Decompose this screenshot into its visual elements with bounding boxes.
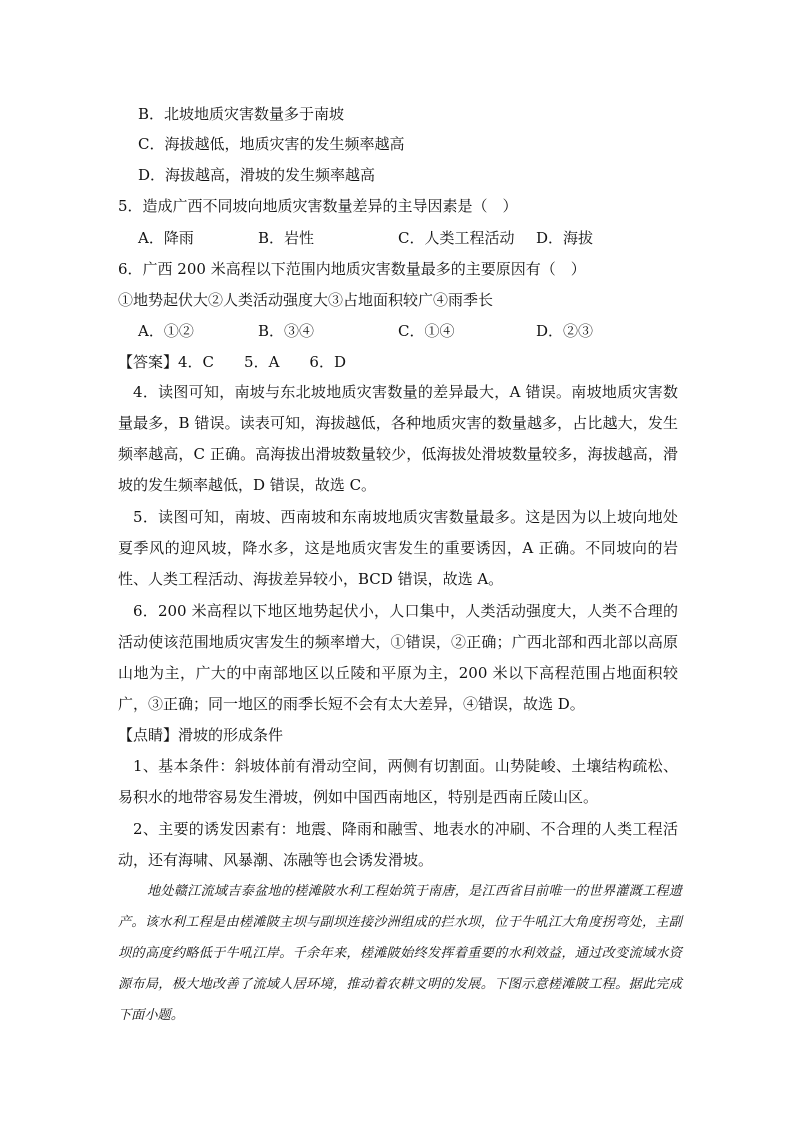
q5-option-d: D．海拔 <box>536 229 594 247</box>
explanation-4: 4．读图可知，南坡与东北坡地质灾害数量的差异最大，A 错误。南坡地质灾害数量最多，B 错误。读表可知，海拔越低，各种地质灾害的数量越多，占比越大，发生频率越高，C 正确。高海拔出滑坡数量较少，低海拔处滑坡数量较多，海拔越高，滑坡的发生频率越低，D 错误，故选 C。 <box>118 383 678 494</box>
q6-factors: ①地势起伏大②人类活动强度大③占地面积较广④雨季长 <box>118 291 494 309</box>
highlight-point-1: 1、基本条件：斜坡体前有滑动空间，两侧有切割面。山势陡峻、土壤结构疏松、易积水的地带容易发生滑坡，例如中国西南地区，特别是西南丘陵山区。 <box>118 757 678 806</box>
reading-passage: 地处赣江流域吉泰盆地的槎滩陂水利工程始筑于南唐，是江西省目前唯一的世界灌溉工程遗产。该水利工程是由槎滩陂主坝与副坝连接沙洲组成的拦水坝，位于牛吼江大角度拐弯处，主副坝的高度约略低于牛吼江岸。千余年来，槎滩陂始终发挥着重要的水利效益，通过改变流域水资源布局，极大地改善了流域人居环境，推动着农耕文明的发展。下图示意槎滩陂工程。据此完成下面小题。 <box>118 884 682 1023</box>
explanation-5: 5．读图可知，南坡、西南坡和东南坡地质灾害数量最多。这是因为以上坡向地处夏季风的迎风坡，降水多，这是地质灾害发生的重要诱因，A 正确。不同坡向的岩性、人类工程活动、海拔差异较小，BCD 错误，故选 A。 <box>118 508 678 588</box>
q5-option-c: C．人类工程活动 <box>398 229 515 247</box>
q5-option-b: B．岩性 <box>258 229 315 247</box>
q5-option-a: A．降雨 <box>138 229 194 247</box>
highlight-title: 【点睛】滑坡的形成条件 <box>118 726 284 744</box>
q6-option-b: B．③④ <box>258 322 315 340</box>
q6-stem: 6．广西 200 米高程以下范围内地质灾害数量最多的主要原因有（ ） <box>118 260 586 278</box>
q4-option-b: B．北坡地质灾害数量多于南坡 <box>138 105 345 123</box>
explanation-6: 6．200 米高程以下地区地势起伏小，人口集中，人类活动强度大，人类不合理的活动使该范围地质灾害发生的频率增大，①错误，②正确；广西北部和西北部以高原山地为主，广大的中南部地区以丘陵和平原为主，200 米以下高程范围占地面积较广，③正确；同一地区的雨季长短不会有太大差异，④错误，故选 D。 <box>118 602 678 713</box>
answer-line: 【答案】4．C 5．A 6．D <box>118 353 346 371</box>
q6-option-c: C．①④ <box>398 322 455 340</box>
q6-option-a: A．①② <box>138 322 194 340</box>
q4-option-c: C．海拔越低，地质灾害的发生频率越高 <box>138 135 405 153</box>
q5-stem: 5．造成广西不同坡向地质灾害数量差异的主导因素是（ ） <box>118 197 518 215</box>
q4-option-d: D．海拔越高，滑坡的发生频率越高 <box>138 166 376 184</box>
highlight-point-2: 2、主要的诱发因素有：地震、降雨和融雪、地表水的冲刷、不合理的人类工程活动，还有海啸、风暴潮、冻融等也会诱发滑坡。 <box>118 820 678 869</box>
q6-option-d: D．②③ <box>536 322 594 340</box>
